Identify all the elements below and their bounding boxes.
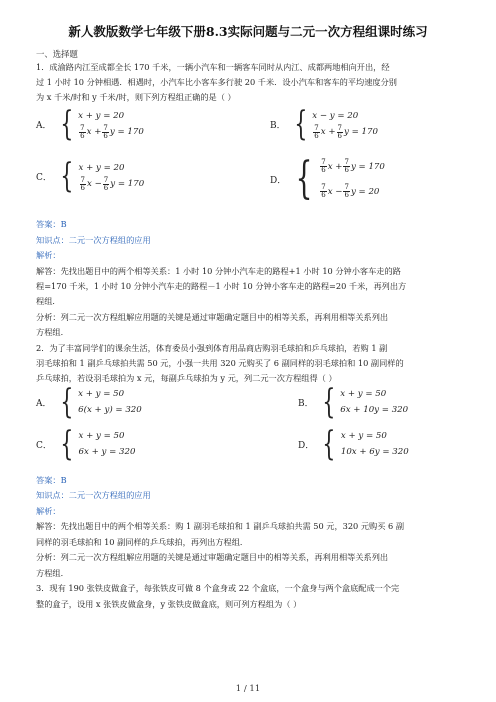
q1-text-line: 为 x 千米/时和 y 千米/时，则下列方程组正确的是（ ） — [36, 92, 236, 102]
q1-text-line: 1．成渝路内江至成都全长 170 千米，一辆小汽车和一辆客车同时从内江、成都两地相向开出，经 — [36, 62, 390, 72]
q1-summary-line: 方程组． — [36, 327, 69, 337]
q1-option-c: C． { x + y = 20 $\frac{7}{6}$ x − $\frac{7}{6}$ y = 170 — [36, 156, 145, 196]
q2-analysis-label: 解析： — [36, 506, 61, 516]
q1-option-a: A． { x + y = 20 $\frac{7}{6}$ x + $\frac{7}{6}$ y = 170 — [36, 104, 144, 144]
q2-text-line: 乒乓球拍，若设羽毛球拍为 x 元，每副乒乓球拍为 y 元，列二元一次方程组得（ ） — [36, 373, 337, 383]
q2-solution-line: 解答：先找出题目中的两个相等关系：购 1 副羽毛球拍和 1 副乒乓球拍共需 50 元，320 元购买 6 副 — [36, 521, 405, 531]
q1-option-b: B． { x − y = 20 $\frac{7}{6}$ x + $\frac{7}{6}$ y = 170 — [270, 104, 378, 144]
q2-answer: 答案：B — [36, 475, 67, 485]
q1-summary-line: 分析：列二元一次方程组解应用题的关键是通过审题确定题目中的相等关系，再利用相等关系列出 — [36, 312, 389, 322]
q1-solution-line: 程=170 千米，1 小时 10 分钟小汽车走的路程－1 小时 10 分钟小客车走的路程=20 千米，再列出方 — [36, 281, 407, 291]
q2-text-line: 2．为了丰富同学们的课余生活，体育委员小强到体育用品商店购羽毛球拍和乒乓球拍，若购 1 副 — [36, 343, 388, 353]
section-heading: 一、选择题 — [36, 49, 78, 59]
q1-analysis-label: 解析： — [36, 250, 61, 260]
q2-option-d: D． { x + y = 50 10x + 6y = 320 — [298, 424, 409, 464]
page-number: 1 / 11 — [235, 684, 261, 694]
q2-text-line: 羽毛球拍和 1 副乒乓球拍共需 50 元，小强一共用 320 元购买了 6 副同样的羽毛球拍和 10 副同样的 — [36, 358, 404, 368]
q2-option-b: B． { x + y = 50 6x + 10y = 320 — [298, 382, 409, 422]
equation: x + y = 20 — [78, 111, 125, 121]
q2-option-c: C． { x + y = 50 6x + y = 320 — [36, 424, 136, 464]
q2-solution-line: 同样的羽毛球拍和 10 副同样的乒乓球拍，再列出方程组． — [36, 537, 249, 547]
q1-solution-line: 程组． — [36, 296, 61, 306]
q2-knowledge: 知识点：二元一次方程组的应用 — [36, 490, 151, 500]
q1-text-line: 过 1 小时 10 分钟相遇．相遇时，小汽车比小客车多行驶 20 千米．设小汽车和客车的平均速度分别 — [36, 77, 397, 87]
q3-text-line: 整的盒子，设用 x 张铁皮做盒身，y 张铁皮做盒底，则可列方程组为（ ） — [36, 599, 302, 609]
page-title: 新人教版数学七年级下册8.3实际问题与二元一次方程组课时练习 — [68, 24, 428, 39]
equation: $\frac{7}{6}$ x + $\frac{7}{6}$ y = 170 — [80, 123, 144, 140]
q2-summary-line: 方程组． — [36, 568, 69, 578]
q2-summary-line: 分析：列二元一次方程组解应用题的关键是通过审题确定题目中的相等关系，再利用相等关系列出 — [36, 552, 389, 562]
q3-text-line: 3．现有 190 张铁皮做盒子，每张铁皮可做 8 个盒身或 22 个盒底，一个盒身与两个盒底配成一个完 — [36, 583, 400, 593]
q1-solution-line: 解答：先找出题目中的两个相等关系：1 小时 10 分钟小汽车走的路程+1 小时 10 分钟小客车走的路 — [36, 266, 401, 276]
q1-option-d: D． { $\frac{7}{6}$ x + $\frac{7}{6}$ y = 170 $\frac{7}{6}$ x − $\frac{7}{6}$ y = 20 — [270, 153, 385, 204]
q1-knowledge: 知识点：二元一次方程组的应用 — [36, 235, 151, 245]
q1-answer: 答案：B — [36, 219, 67, 229]
q2-option-a: A． { x + y = 50 6(x + y) = 320 — [36, 382, 142, 422]
